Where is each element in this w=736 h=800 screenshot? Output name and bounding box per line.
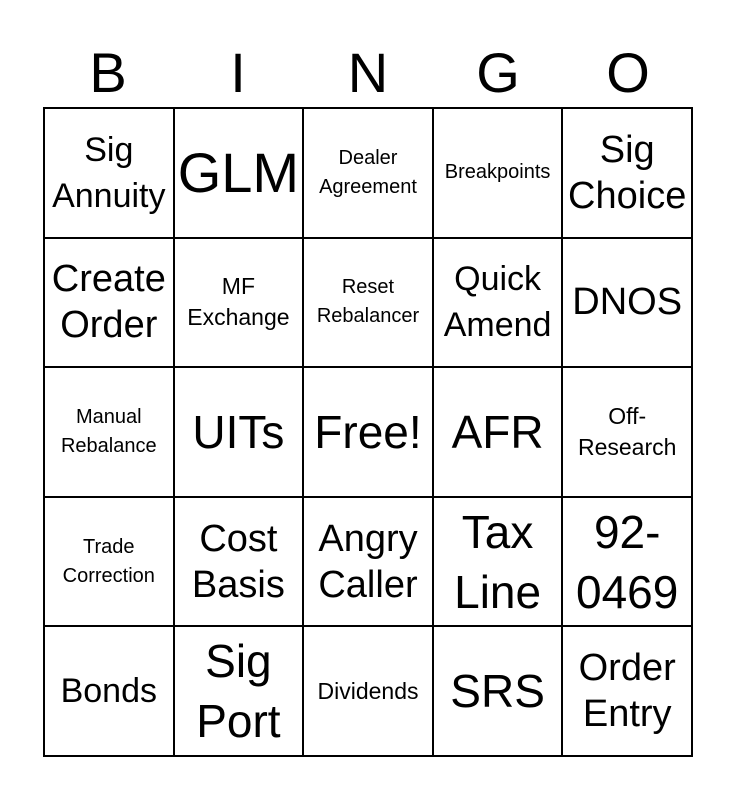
bingo-cell[interactable]: DNOS xyxy=(562,238,692,368)
bingo-cell[interactable]: Cost Basis xyxy=(174,497,304,627)
bingo-header xyxy=(43,40,693,106)
bingo-cell[interactable]: Dealer Agreement xyxy=(303,108,433,238)
bingo-cell[interactable]: Manual Rebalance xyxy=(44,367,174,497)
bingo-cell[interactable]: UITs xyxy=(174,367,304,497)
header-letter-b: B xyxy=(89,41,127,104)
bingo-cell[interactable]: GLM xyxy=(174,108,304,238)
bingo-cell[interactable]: Off- Research xyxy=(562,367,692,497)
bingo-cell[interactable]: SRS xyxy=(433,626,563,756)
bingo-cell[interactable]: Order Entry xyxy=(562,626,692,756)
bingo-cell[interactable]: Dividends xyxy=(303,626,433,756)
bingo-cell[interactable]: MF Exchange xyxy=(174,238,304,368)
bingo-cell[interactable]: Sig Port xyxy=(174,626,304,756)
bingo-cell[interactable]: Create Order xyxy=(44,238,174,368)
bingo-card-grid xyxy=(43,107,693,757)
bingo-cell[interactable]: Bonds xyxy=(44,626,174,756)
bingo-cell[interactable]: Trade Correction xyxy=(44,497,174,627)
bingo-cell[interactable]: Sig Choice xyxy=(562,108,692,238)
bingo-cell[interactable]: Quick Amend xyxy=(433,238,563,368)
header-letter-g: G xyxy=(476,41,520,104)
bingo-cell[interactable]: 92- 0469 xyxy=(562,497,692,627)
bingo-cell[interactable]: Tax Line xyxy=(433,497,563,627)
free-space-cell[interactable]: Free! xyxy=(303,367,433,497)
header-letter-i: I xyxy=(230,41,246,104)
header-letter-n: N xyxy=(347,41,389,104)
bingo-cell[interactable]: AFR xyxy=(433,367,563,497)
header-letter-o: O xyxy=(606,41,650,104)
bingo-cell[interactable]: Sig Annuity xyxy=(44,108,174,238)
bingo-cell[interactable]: Breakpoints xyxy=(433,108,563,238)
bingo-cell[interactable]: Angry Caller xyxy=(303,497,433,627)
bingo-cell[interactable]: Reset Rebalancer xyxy=(303,238,433,368)
